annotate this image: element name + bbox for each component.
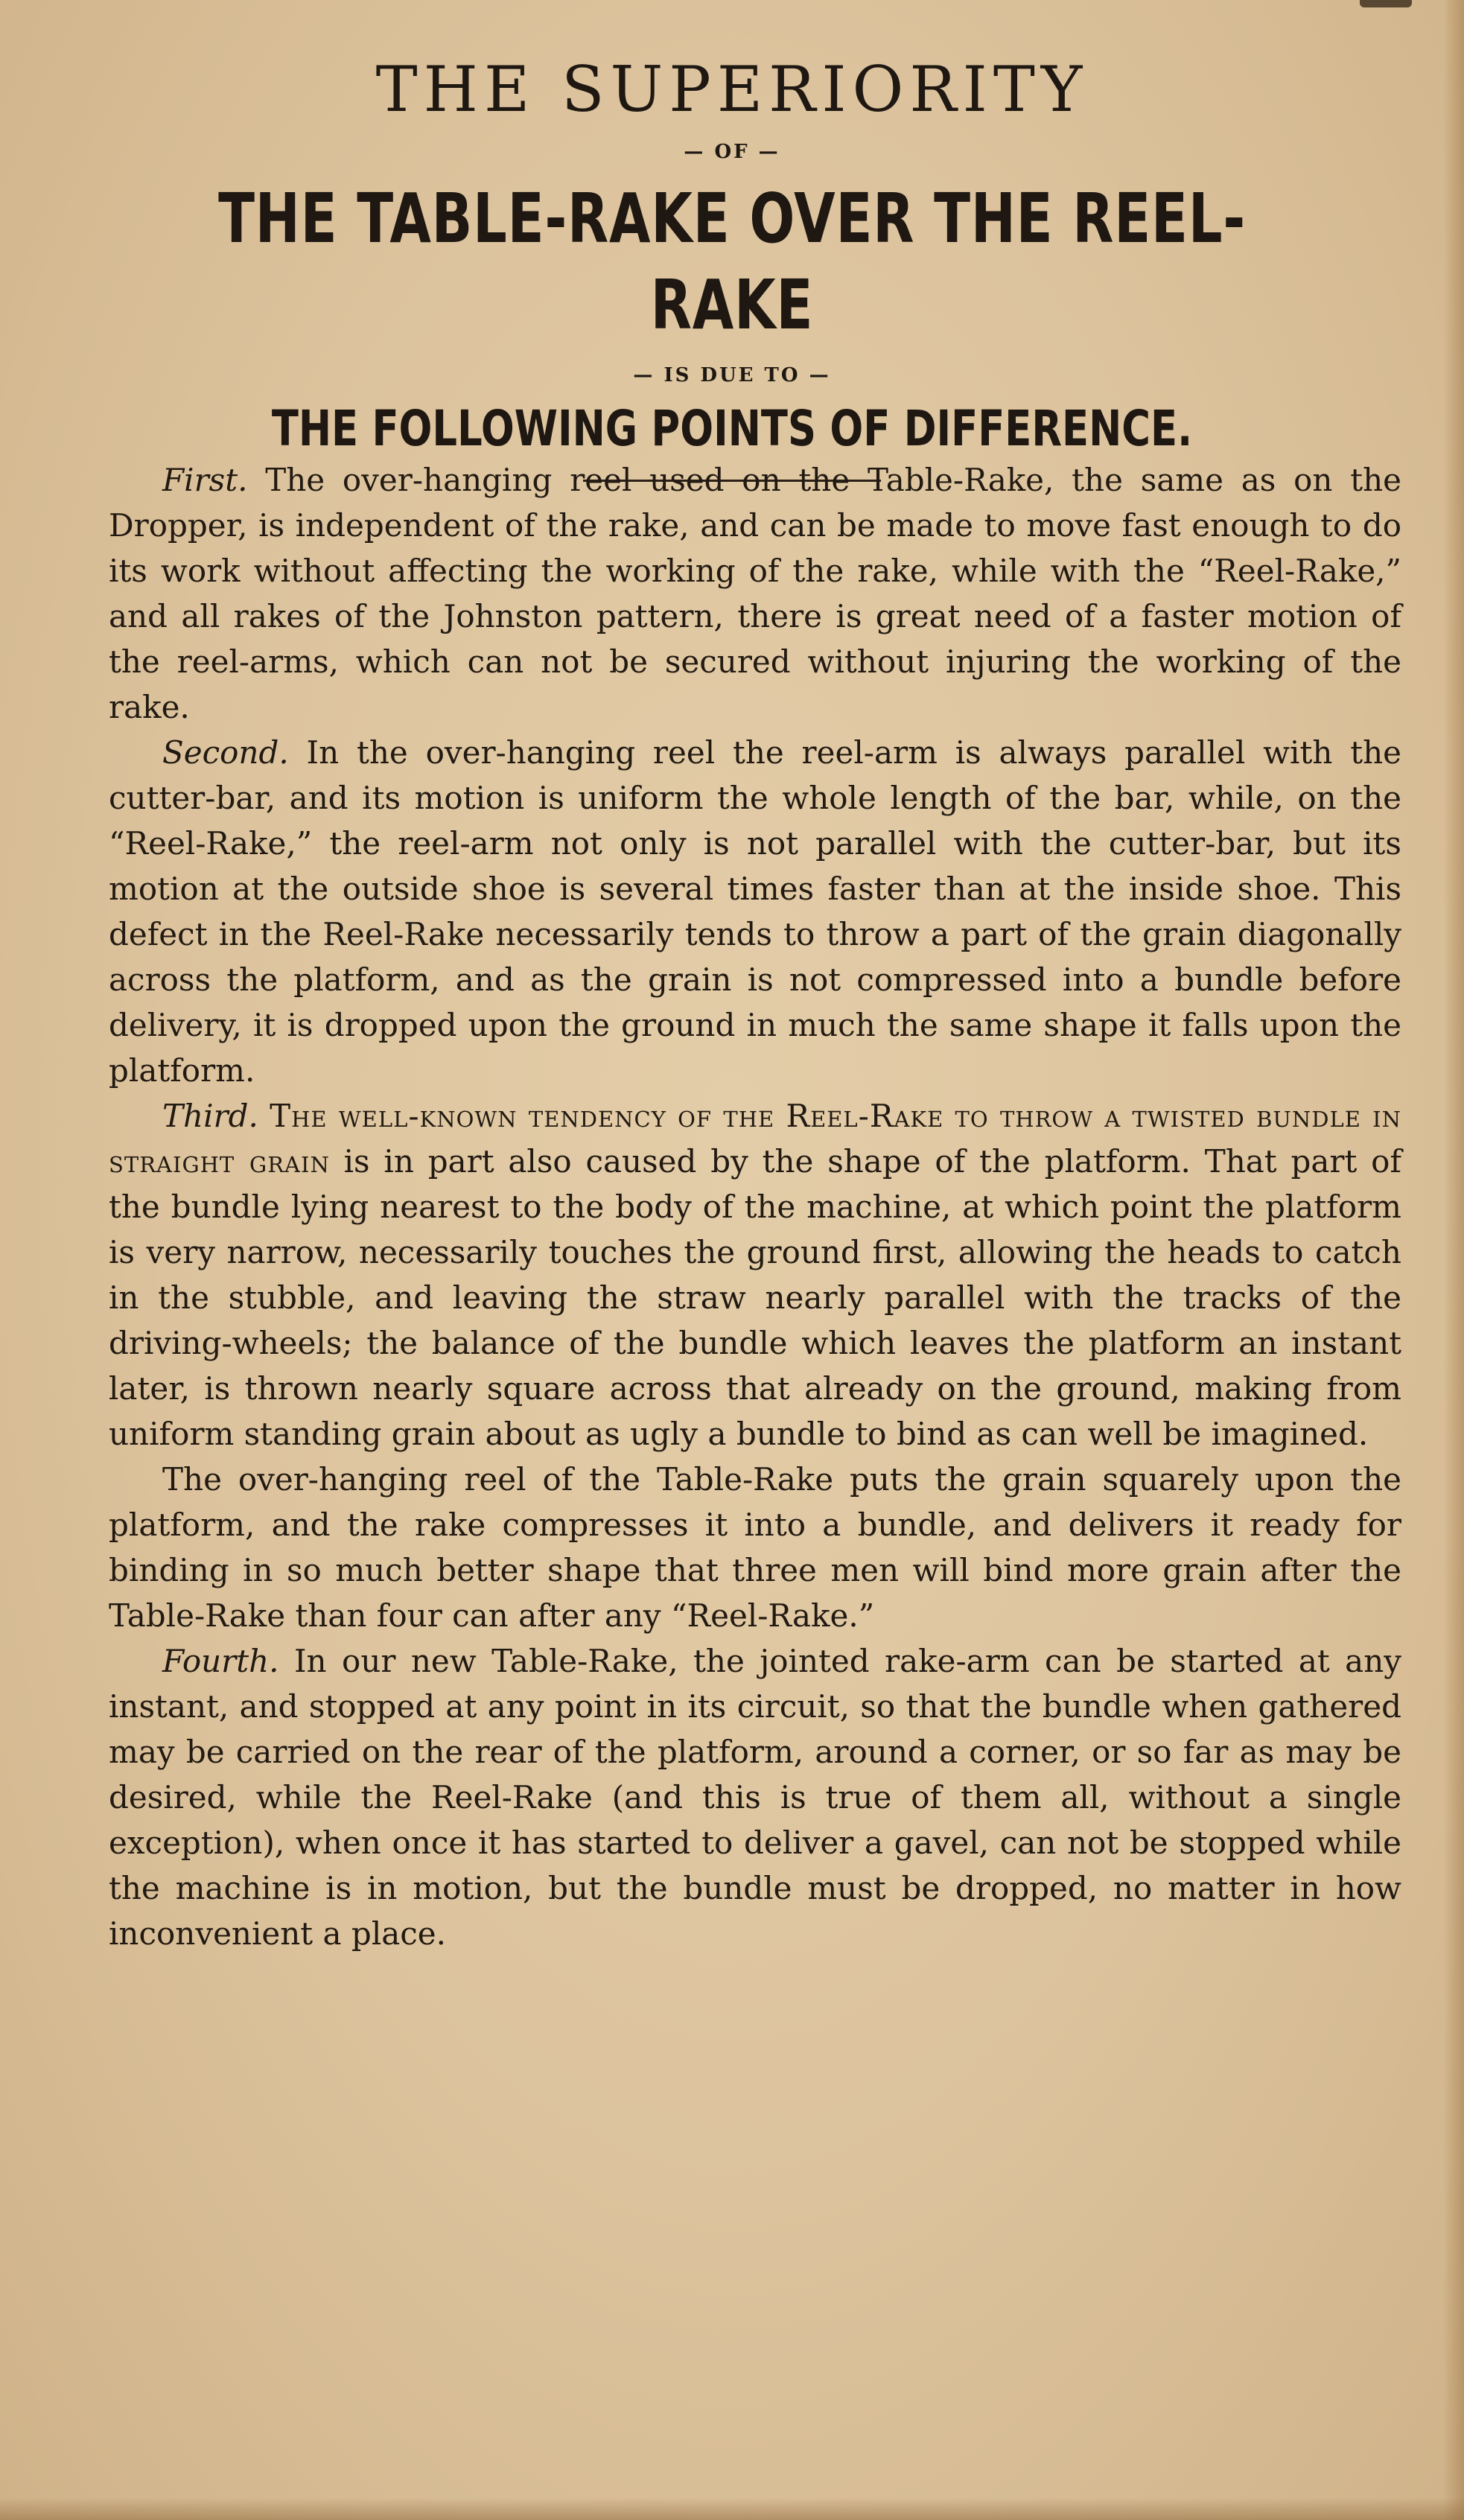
paragraph-text: is in part also caused by the shape of the platform. That part of the bundle lying nearest to the body of the machine, at which point the platform is very narrow, necessarily touches the ground first, allowing the heads to catch in the stubble, and leaving the straw nearly parallel with the tracks of the driving-wheels; the balance of the bundle which leaves the platform an instant later, is thrown nearly square across that already on the ground, making from uniform standing grain about as ugly a bundle to bind as can well be imagined. [109,1143,1402,1452]
paragraph-lead: Third. [162,1098,258,1134]
subtitle-points-of-difference: THE FOLLOWING POINTS OF DIFFERENCE. [271,400,1193,457]
paragraph-small-caps: The well-known tendency of the Reel-Rake to throw a twisted bundle in straight grain [109,1098,1401,1180]
ink-mark [1360,0,1412,7]
paragraph-text: In the over-hanging reel the reel-arm is always parallel with the cutter-bar, and its motion is uniform the whole length of the bar, while, on the “Reel-Rake,” the reel-arm not only is not parallel with the cutter-bar, but its motion at the outside shoe is several times faster than at the inside shoe. This defect in the Reel-Rake necessarily tends to throw a part of the grain diagonally across the platform, and as the grain is not compressed into a bundle before delivery, it is dropped upon the ground in much the same shape it falls upon the platform. [109,734,1401,1089]
paragraph-lead: Second. [162,734,289,771]
paragraph-lead: Fourth. [162,1643,279,1679]
connector-of: — OF — [684,141,780,163]
body-text [109,457,1401,1956]
document-header [0,52,1464,482]
paragraph-second [109,730,1401,1093]
paragraph-first [109,457,1401,730]
paragraph-fourth [109,1638,1401,1956]
paragraph-lead: First. [162,462,248,498]
page-edge-shadow-bottom [0,2498,1464,2520]
paragraph-text: The over-hanging reel of the Table-Rake puts the grain squarely upon the platform, and the rake compresses it into a bundle, and delivers it ready for binding in so much better shape that three men will bind more grain after the Table-Rake than four can after any “Reel-Rake.” [109,1461,1401,1634]
connector-is-due-to: — IS DUE TO — [633,364,831,386]
paragraph-third [109,1093,1401,1457]
title-superiority: THE SUPERIORITY [375,53,1089,126]
paragraph-table-rake-reel [109,1457,1401,1638]
paragraph-text: The over-hanging reel used on the Table-Rake, the same as on the Dropper, is independent of the rake, and can be made to move fast enough to do its work without affecting the working of the rake, while with the “Reel-Rake,” and all rakes of the Johnston pattern, there is great need of a faster motion of the reel-arms, which can not be secured without injuring the working of the rake. [109,462,1401,725]
title-table-rake: THE TABLE-RAKE OVER THE REEL-RAKE [218,179,1246,345]
paragraph-text: In our new Table-Rake, the jointed rake-arm can be started at any instant, and stopped at any point in its circuit, so that the bundle when gathered may be carried on the rear of the platform, around a corner, or so far as may be desired, while the Reel-Rake (and this is true of them all, without a single exception), when once it has started to deliver a gavel, can not be stopped while the machine is in motion, but the bundle must be dropped, no matter in how inconvenient a place. [109,1643,1401,1952]
